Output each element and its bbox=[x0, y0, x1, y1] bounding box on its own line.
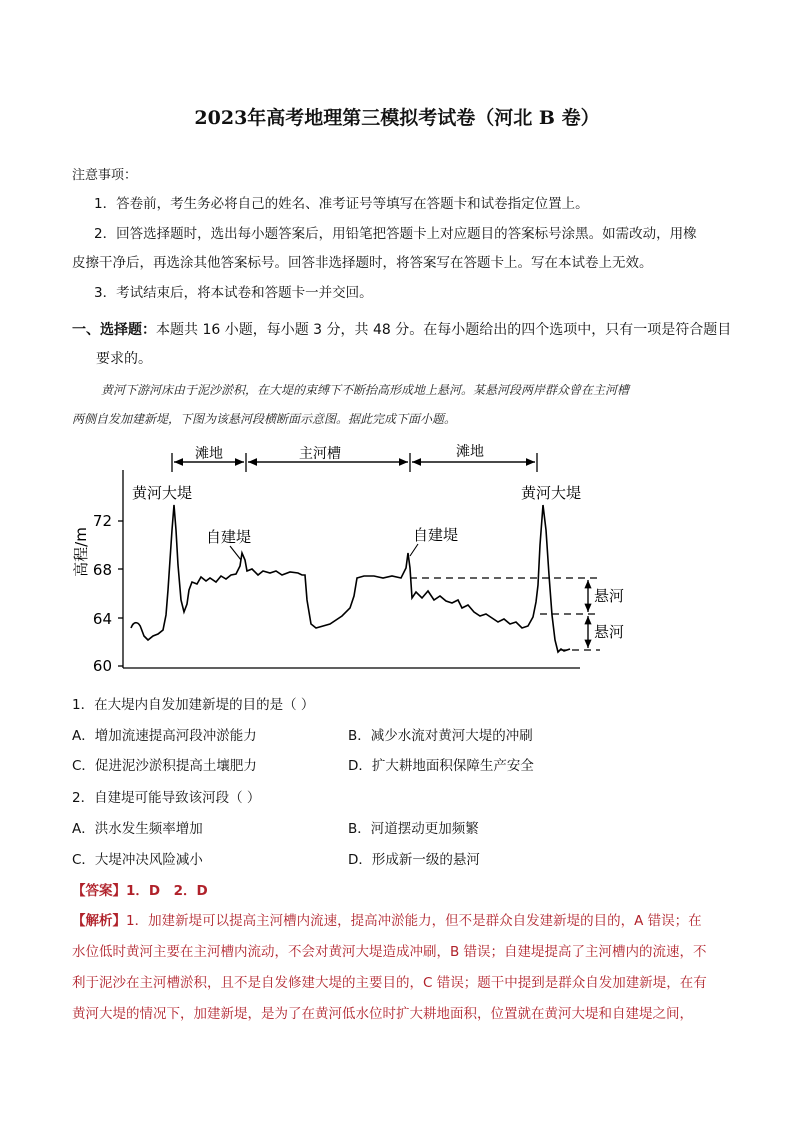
question-1-option-d: D．扩大耕地面积保障生产安全 bbox=[348, 758, 534, 774]
hanging-river-label-2: 悬河 bbox=[594, 623, 625, 641]
y-axis-label: 高程/m bbox=[72, 527, 90, 577]
answer-text: 1．D 2．D bbox=[126, 883, 208, 899]
question-1-option-c: C．促进泥沙淤积提高土壤肥力 bbox=[72, 758, 257, 774]
analysis-line-3: 利于泥沙在主河槽淤积，且不是自发修建大堤的主要目的，C 错误；题干中提到是群众自发加建新堤，在有 bbox=[72, 975, 707, 991]
question-1-stem: 1．在大堤内自发加建新堤的目的是（ ） bbox=[72, 697, 315, 713]
notice-heading: 注意事项： bbox=[72, 168, 138, 183]
answer-label: 【答案】 bbox=[72, 883, 126, 899]
analysis-line-2: 水位低时黄河主要在主河槽内流动，不会对黄河大堤造成冲刷，B 错误；自建堤提高了主河槽内的流速，不 bbox=[72, 944, 707, 960]
y-tick-72: 72 bbox=[92, 512, 112, 530]
zone-label-floodplain-right: 滩地 bbox=[456, 444, 484, 460]
zone-label-main-channel: 主河槽 bbox=[299, 446, 341, 462]
section-label: 一、选择题： bbox=[72, 322, 156, 338]
notice-item-1: 1．答卷前，考生务必将自己的姓名、准考证号等填写在答题卡和试卷指定位置上。 bbox=[94, 196, 589, 212]
analysis-line-1 bbox=[72, 909, 702, 929]
answer-line bbox=[72, 879, 208, 899]
dike-label-left: 自建堤 bbox=[206, 528, 252, 546]
analysis-line-4: 黄河大堤的情况下，加建新堤，是为了在黄河低水位时扩大耕地面积，位置就在黄河大堤和自建堤之间， bbox=[72, 1006, 693, 1022]
question-2-stem: 2．自建堤可能导致该河段（ ） bbox=[72, 790, 261, 806]
dike-pointers bbox=[230, 544, 418, 560]
water-level-lines bbox=[410, 578, 600, 650]
question-2-option-d: D．形成新一级的悬河 bbox=[348, 852, 480, 868]
hanging-river-label-1: 悬河 bbox=[594, 587, 625, 605]
section-text: 本题共 16 小题，每小题 3 分，共 48 分。在每小题给出的四个选项中，只有一项是符合题目 bbox=[156, 322, 732, 338]
notice-item-2-cont: 皮擦干净后，再选涂其他答案标号。回答非选择题时，将答案写在答题卡上。写在本试卷上无效。 bbox=[72, 255, 653, 271]
notice-item-2: 2．回答选择题时，选出每小题答案后，用铅笔把答题卡上对应题目的答案标号涂黑。如需改动，用橡 bbox=[94, 226, 697, 242]
terrain-profile bbox=[131, 505, 570, 652]
page-title: 2023年高考地理第三模拟考试卷（河北 B 卷） bbox=[194, 107, 600, 129]
notice-item-3: 3．考试结束后，将本试卷和答题卡一并交回。 bbox=[94, 285, 373, 301]
y-tick-68: 68 bbox=[92, 561, 112, 579]
intro-line-1: 黄河下游河床由于泥沙淤积，在大堤的束缚下不断抬高形成地上悬河。某悬河段两岸群众曾在主河槽 bbox=[101, 383, 630, 397]
y-tick-64: 64 bbox=[92, 610, 112, 628]
question-2-option-c: C．大堤冲决风险减小 bbox=[72, 852, 203, 868]
section-text-2: 要求的。 bbox=[96, 351, 152, 367]
question-1-option-a: A．增加流速提高河段冲淤能力 bbox=[72, 728, 257, 744]
levee-label-left: 黄河大堤 bbox=[132, 484, 193, 502]
intro-line-2: 两侧自发加建新堤，下图为该悬河段横断面示意图。据此完成下面小题。 bbox=[72, 412, 457, 426]
dike-label-right: 自建堤 bbox=[413, 526, 459, 544]
analysis-label: 【解析】 bbox=[72, 913, 126, 929]
question-2-option-a: A．洪水发生频率增加 bbox=[72, 821, 203, 837]
levee-label-right: 黄河大堤 bbox=[521, 484, 582, 502]
y-tick-60: 60 bbox=[92, 657, 112, 675]
question-1-option-b: B．减少水流对黄河大堤的冲刷 bbox=[348, 728, 533, 744]
zone-label-floodplain-left: 滩地 bbox=[195, 446, 223, 462]
analysis-text-1: 1．加建新堤可以提高主河槽内流速，提高冲淤能力，但不是群众自发建新堤的目的，A 错误；在 bbox=[126, 913, 702, 929]
question-2-option-b: B．河道摆动更加频繁 bbox=[348, 821, 479, 837]
